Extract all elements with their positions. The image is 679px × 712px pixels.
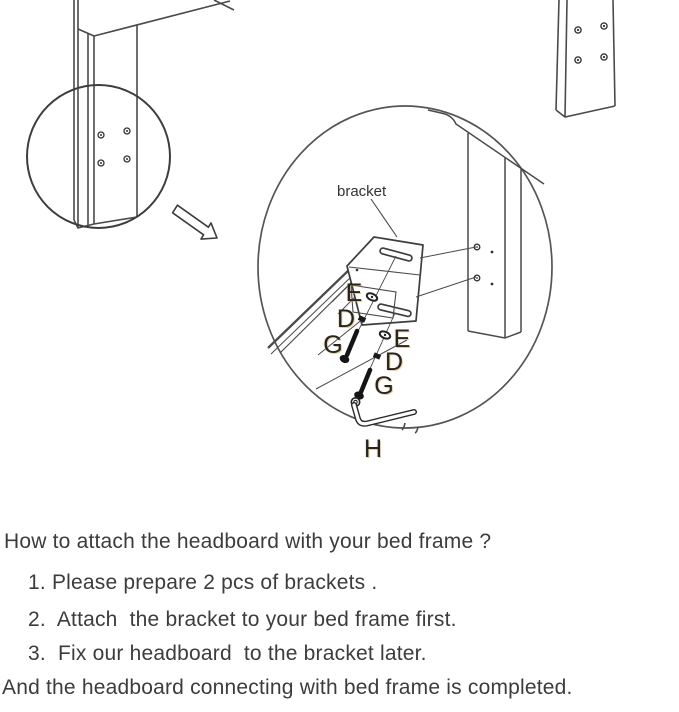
- instruction-step-1: 1. Please prepare 2 pcs of brackets .: [28, 571, 378, 594]
- bracket-leader-line: [371, 199, 397, 237]
- label-g1: G: [323, 331, 343, 359]
- zoom-arrow-icon: [173, 205, 217, 239]
- bolt-g2: [353, 370, 370, 401]
- headboard-left-leg: [74, 0, 234, 228]
- instruction-step-3: 3. Fix our headboard to the bracket later.: [28, 642, 427, 665]
- instruction-step-2: 2. Attach the bracket to your bed frame first.: [28, 608, 457, 631]
- label-e2: E: [393, 325, 411, 353]
- label-e1: E: [345, 279, 363, 307]
- label-d1: D: [336, 305, 356, 333]
- instructions-footer: And the headboard connecting with bed frame is completed.: [2, 676, 573, 699]
- lock-washer-d2: [373, 352, 381, 359]
- detail-leg: [428, 110, 544, 338]
- allen-key: [351, 398, 414, 424]
- label-d2: D: [384, 348, 404, 376]
- label-h: H: [363, 435, 383, 463]
- magnifier-circle-left: [27, 85, 170, 228]
- washer-e2: [379, 330, 392, 340]
- detail-leg-holes: [474, 244, 480, 281]
- bracket-label: bracket: [337, 183, 387, 200]
- alignment-lines: [416, 247, 476, 297]
- leg-bolt-holes-left: [98, 128, 130, 166]
- instructions-heading: How to attach the headboard with your bed frame ?: [4, 530, 492, 553]
- leg-bolt-holes-right: [575, 23, 607, 63]
- label-g2: G: [374, 372, 394, 400]
